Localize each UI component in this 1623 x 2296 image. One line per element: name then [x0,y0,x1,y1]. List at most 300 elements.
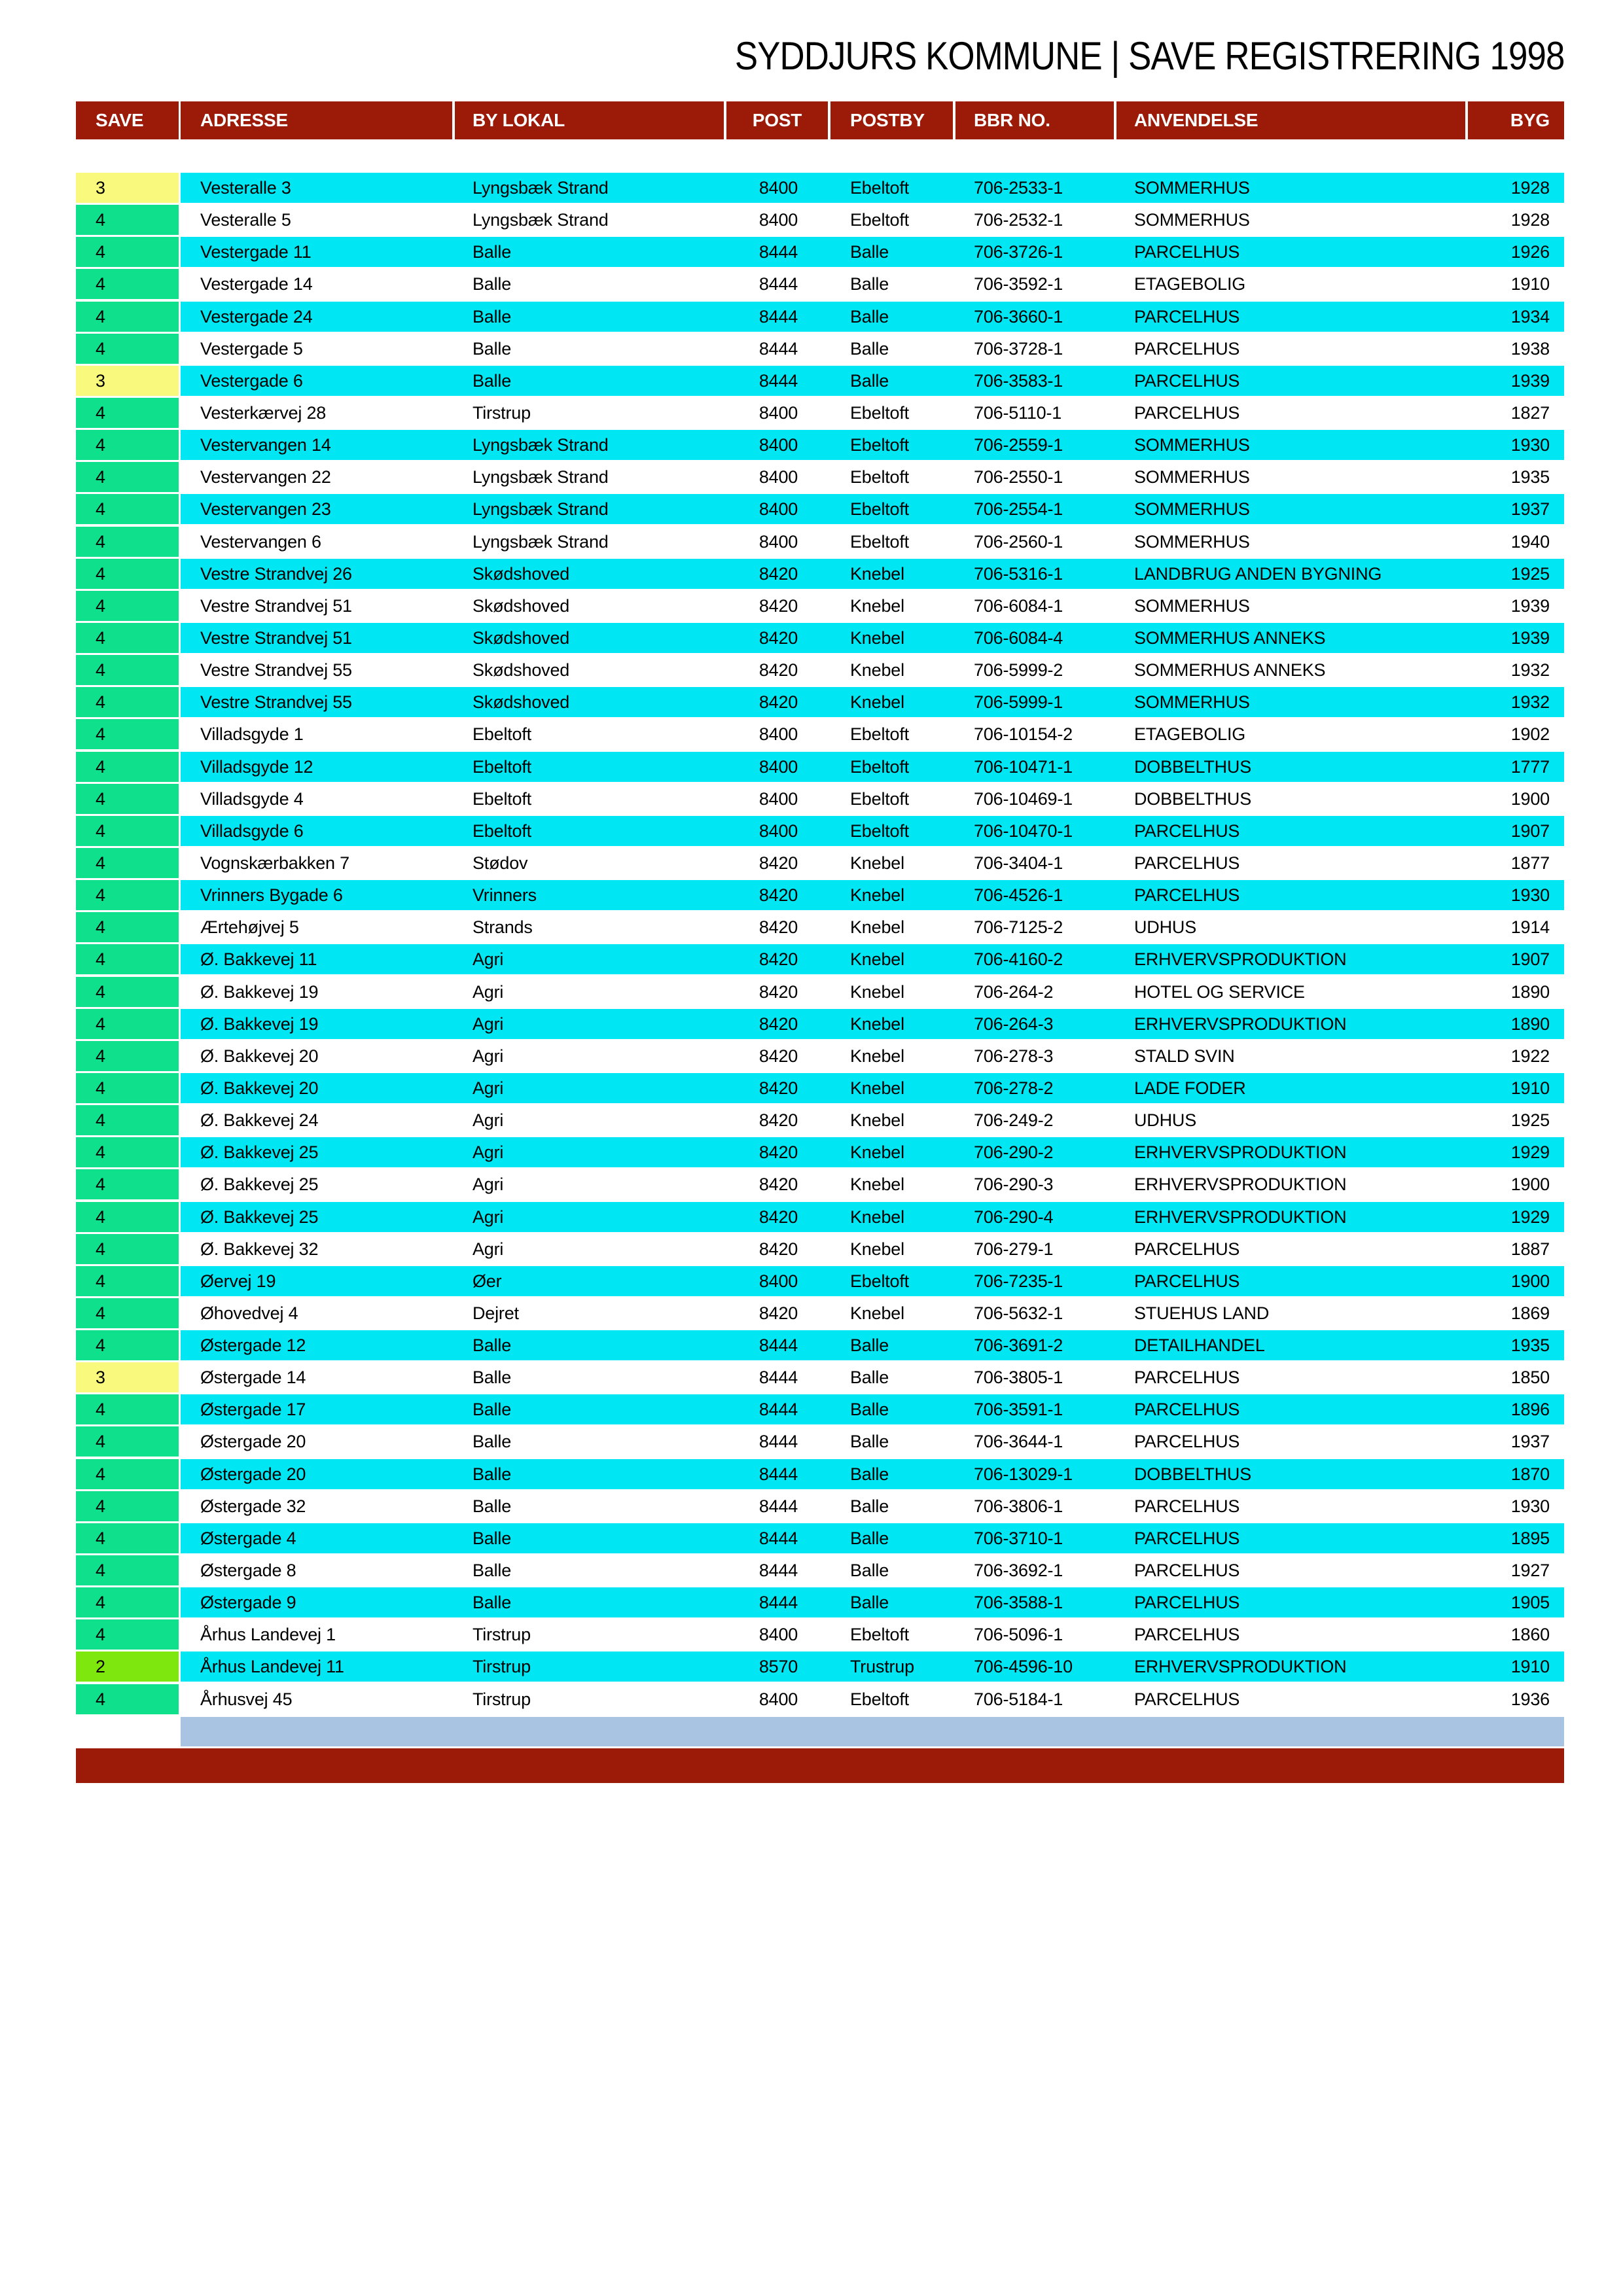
cell-bbr-no: 706-3691-2 [974,1335,1063,1356]
cell-byg: 1930 [1510,885,1550,906]
cell-by-lokal: Tirstrup [473,1689,531,1709]
cell-by-lokal: Skødshoved [473,563,570,584]
cell-by-lokal: Agri [473,1207,504,1227]
cell-by-lokal: Skødshoved [473,692,570,713]
cell-by-lokal: Ebeltoft [473,724,531,745]
cell-post: 8420 [758,1014,798,1034]
header-body-gap [76,139,1564,173]
cell-adresse: Østergade 4 [200,1528,296,1548]
cell-anvendelse: ERHVERVSPRODUKTION [1134,1207,1347,1227]
cell-postby: Knebel [850,1207,904,1227]
cell-postby: Knebel [850,627,904,648]
cell-post: 8420 [758,949,798,970]
cell-anvendelse: PARCELHUS [1134,1496,1240,1516]
cell-bbr-no: 706-3806-1 [974,1496,1063,1516]
cell-post: 8420 [758,1239,798,1259]
cell-postby: Balle [850,1335,889,1356]
cell-save: 4 [76,880,179,910]
cell-by-lokal: Balle [473,1464,512,1484]
table-row [76,1009,1564,1039]
header-post: POST [726,101,830,139]
cell-adresse: Øhovedvej 4 [200,1303,298,1323]
cell-bbr-no: 706-6084-1 [974,595,1063,616]
cell-anvendelse: DOBBELTHUS [1134,1464,1252,1484]
cell-save: 4 [76,1266,179,1296]
cell-postby: Balle [850,1432,889,1452]
page-title: SYDDJURS KOMMUNE | SAVE REGISTRERING 1998 [734,34,1564,78]
cell-save: 4 [76,1330,179,1360]
cell-anvendelse: SOMMERHUS [1134,467,1250,487]
cell-by-lokal: Strands [473,917,533,938]
cell-adresse: Ærtehøjvej 5 [200,917,299,938]
cell-save: 2 [76,1651,179,1682]
cell-post: 8400 [758,178,798,198]
table-row [76,1105,1564,1135]
cell-postby: Ebeltoft [850,531,909,552]
cell-by-lokal: Lyngsbæk Strand [473,531,609,552]
cell-by-lokal: Balle [473,1593,512,1613]
cell-adresse: Vestervangen 23 [200,499,331,520]
table-row [76,269,1564,299]
cell-bbr-no: 706-290-3 [974,1174,1054,1195]
table-row [76,1137,1564,1167]
cell-postby: Knebel [850,1239,904,1259]
cell-postby: Knebel [850,1078,904,1098]
cell-post: 8400 [758,499,798,520]
cell-byg: 1932 [1510,692,1550,713]
cell-save: 4 [76,1459,179,1489]
table-row [76,752,1564,782]
cell-anvendelse: LANDBRUG ANDEN BYGNING [1134,563,1382,584]
table-header [76,101,1564,139]
cell-by-lokal: Balle [473,274,512,294]
cell-byg: 1935 [1510,1335,1550,1356]
cell-bbr-no: 706-10470-1 [974,821,1073,841]
cell-bbr-no: 706-3692-1 [974,1561,1063,1581]
cell-save: 4 [76,977,179,1007]
cell-postby: Ebeltoft [850,788,909,809]
table-row [76,1073,1564,1103]
cell-post: 8420 [758,1110,798,1131]
cell-adresse: Vestervangen 6 [200,531,321,552]
cell-by-lokal: Tirstrup [473,1657,531,1677]
cell-post: 8420 [758,692,798,713]
cell-by-lokal: Skødshoved [473,660,570,680]
cell-anvendelse: HOTEL OG SERVICE [1134,981,1305,1002]
table-row [76,334,1564,364]
table-row [76,1362,1564,1392]
table-row [76,1234,1564,1264]
cell-anvendelse: PARCELHUS [1134,1432,1240,1452]
cell-bbr-no: 706-3591-1 [974,1400,1063,1420]
cell-postby: Balle [850,306,889,327]
cell-by-lokal: Agri [473,1046,504,1066]
cell-byg: 1900 [1510,1271,1550,1291]
cell-post: 8400 [758,1271,798,1291]
cell-anvendelse: UDHUS [1134,1110,1197,1131]
cell-post: 8400 [758,724,798,745]
cell-post: 8444 [758,1593,798,1613]
cell-save: 4 [76,237,179,267]
header-bbr-no: BBR NO. [955,101,1116,139]
cell-post: 8444 [758,274,798,294]
cell-anvendelse: SOMMERHUS [1134,499,1250,520]
cell-byg: 1907 [1510,821,1550,841]
cell-save: 4 [76,494,179,524]
table-row [76,1266,1564,1296]
cell-bbr-no: 706-10154-2 [974,724,1073,745]
cell-postby: Ebeltoft [850,402,909,423]
cell-bbr-no: 706-5632-1 [974,1303,1063,1323]
cell-postby: Ebeltoft [850,724,909,745]
cell-post: 8400 [758,467,798,487]
cell-bbr-no: 706-290-4 [974,1207,1054,1227]
cell-postby: Balle [850,1561,889,1581]
cell-adresse: Østergade 14 [200,1368,306,1388]
cell-by-lokal: Stødov [473,853,528,873]
cell-byg: 1928 [1510,178,1550,198]
cell-adresse: Ø. Bakkevej 25 [200,1207,319,1227]
cell-save: 4 [76,1587,179,1617]
cell-post: 8420 [758,1174,798,1195]
cell-adresse: Vrinners Bygade 6 [200,885,343,906]
cell-anvendelse: PARCELHUS [1134,885,1240,906]
cell-postby: Ebeltoft [850,435,909,455]
cell-postby: Balle [850,1368,889,1388]
cell-post: 8420 [758,1078,798,1098]
cell-save: 4 [76,1555,179,1585]
cell-adresse: Østergade 32 [200,1496,306,1516]
cell-adresse: Villadsgyde 4 [200,788,304,809]
cell-anvendelse: SOMMERHUS [1134,595,1250,616]
table-row [76,1555,1564,1585]
cell-postby: Ebeltoft [850,499,909,520]
cell-adresse: Vestre Strandvej 51 [200,627,352,648]
table-row [76,1041,1564,1071]
cell-postby: Knebel [850,1046,904,1066]
cell-byg: 1910 [1510,1657,1550,1677]
table-row [76,816,1564,846]
cell-byg: 1925 [1510,563,1550,584]
cell-anvendelse: ERHVERVSPRODUKTION [1134,1142,1347,1163]
cell-save: 4 [76,269,179,299]
cell-post: 8400 [758,756,798,777]
table-row [76,430,1564,460]
cell-save: 4 [76,687,179,717]
cell-save: 4 [76,1491,179,1521]
header-byg: BYG [1468,101,1564,139]
cell-post: 8420 [758,853,798,873]
cell-save: 4 [76,752,179,782]
cell-post: 8420 [758,1303,798,1323]
cell-postby: Knebel [850,1014,904,1034]
cell-save: 4 [76,784,179,814]
table-row [76,1330,1564,1360]
cell-post: 8420 [758,981,798,1002]
cell-postby: Knebel [850,1110,904,1131]
cell-post: 8420 [758,1142,798,1163]
cell-by-lokal: Agri [473,1014,504,1034]
cell-by-lokal: Balle [473,1496,512,1516]
cell-post: 8420 [758,917,798,938]
cell-post: 8444 [758,1400,798,1420]
cell-post: 8444 [758,370,798,391]
cell-byg: 1907 [1510,949,1550,970]
cell-bbr-no: 706-13029-1 [974,1464,1073,1484]
table-row [76,1684,1564,1714]
cell-byg: 1936 [1510,1689,1550,1709]
table-body [76,173,1564,1714]
cell-bbr-no: 706-10469-1 [974,788,1073,809]
cell-postby: Balle [850,1593,889,1613]
cell-post: 8420 [758,885,798,906]
cell-save: 4 [76,1394,179,1424]
table-row [76,237,1564,267]
cell-save: 4 [76,1105,179,1135]
cell-bbr-no: 706-4526-1 [974,885,1063,906]
cell-adresse: Vestergade 24 [200,306,313,327]
cell-post: 8420 [758,627,798,648]
cell-post: 8420 [758,595,798,616]
cell-post: 8444 [758,306,798,327]
cell-adresse: Ø. Bakkevej 19 [200,1014,319,1034]
cell-postby: Balle [850,1496,889,1516]
cell-bbr-no: 706-3404-1 [974,853,1063,873]
cell-postby: Balle [850,338,889,359]
cell-adresse: Vestergade 6 [200,370,303,391]
cell-save: 4 [76,1073,179,1103]
cell-adresse: Villadsgyde 1 [200,724,304,745]
cell-anvendelse: SOMMERHUS [1134,692,1250,713]
cell-postby: Knebel [850,595,904,616]
cell-save: 4 [76,1009,179,1039]
cell-by-lokal: Agri [473,1142,504,1163]
cell-post: 8420 [758,563,798,584]
cell-postby: Balle [850,1400,889,1420]
cell-by-lokal: Agri [473,1078,504,1098]
cell-byg: 1939 [1510,370,1550,391]
cell-postby: Balle [850,274,889,294]
cell-byg: 1860 [1510,1625,1550,1645]
cell-by-lokal: Tirstrup [473,1625,531,1645]
cell-adresse: Østergade 8 [200,1561,296,1581]
cell-save: 4 [76,1169,179,1199]
cell-anvendelse: ETAGEBOLIG [1134,724,1246,745]
cell-anvendelse: SOMMERHUS [1134,210,1250,230]
table-row [76,1523,1564,1553]
table-row [76,173,1564,203]
cell-postby: Knebel [850,853,904,873]
cell-postby: Ebeltoft [850,821,909,841]
cell-postby: Balle [850,1528,889,1548]
cell-bbr-no: 706-7125-2 [974,917,1063,938]
cell-post: 8444 [758,1561,798,1581]
cell-save: 4 [76,1684,179,1714]
cell-byg: 1890 [1510,981,1550,1002]
cell-byg: 1938 [1510,338,1550,359]
cell-anvendelse: SOMMERHUS ANNEKS [1134,627,1326,648]
cell-adresse: Østergade 9 [200,1593,296,1613]
cell-bbr-no: 706-278-2 [974,1078,1054,1098]
cell-adresse: Villadsgyde 12 [200,756,313,777]
cell-post: 8400 [758,1689,798,1709]
cell-byg: 1887 [1510,1239,1550,1259]
cell-adresse: Vestervangen 22 [200,467,331,487]
cell-by-lokal: Dejret [473,1303,519,1323]
table-row [76,880,1564,910]
cell-anvendelse: PARCELHUS [1134,402,1240,423]
cell-by-lokal: Lyngsbæk Strand [473,435,609,455]
cell-byg: 1929 [1510,1142,1550,1163]
cell-byg: 1939 [1510,627,1550,648]
cell-save: 4 [76,205,179,235]
cell-adresse: Vesterkærvej 28 [200,402,327,423]
cell-adresse: Ø. Bakkevej 24 [200,1110,319,1131]
cell-by-lokal: Agri [473,1110,504,1131]
table-row [76,398,1564,428]
cell-post: 8444 [758,1464,798,1484]
cell-bbr-no: 706-7235-1 [974,1271,1063,1291]
cell-post: 8420 [758,660,798,680]
cell-save: 4 [76,1426,179,1457]
cell-postby: Knebel [850,1142,904,1163]
cell-byg: 1935 [1510,467,1550,487]
cell-post: 8444 [758,1528,798,1548]
cell-bbr-no: 706-5999-2 [974,660,1063,680]
cell-by-lokal: Balle [473,1368,512,1388]
cell-adresse: Ø. Bakkevej 11 [200,949,317,970]
table-row [76,1394,1564,1424]
cell-adresse: Vesteralle 5 [200,210,291,230]
cell-bbr-no: 706-2559-1 [974,435,1063,455]
table-row [76,848,1564,878]
cell-by-lokal: Ebeltoft [473,756,531,777]
cell-byg: 1927 [1510,1561,1550,1581]
table-row [76,1459,1564,1489]
cell-post: 8400 [758,788,798,809]
cell-adresse: Vestre Strandvej 26 [200,563,352,584]
cell-byg: 1928 [1510,210,1550,230]
cell-by-lokal: Lyngsbæk Strand [473,499,609,520]
cell-post: 8400 [758,402,798,423]
cell-byg: 1850 [1510,1368,1550,1388]
cell-save: 4 [76,334,179,364]
cell-save: 4 [76,559,179,589]
cell-postby: Knebel [850,885,904,906]
cell-by-lokal: Balle [473,1432,512,1452]
cell-postby: Ebeltoft [850,1271,909,1291]
cell-postby: Balle [850,242,889,262]
cell-post: 8444 [758,1496,798,1516]
cell-postby: Ebeltoft [850,467,909,487]
cell-anvendelse: PARCELHUS [1134,1368,1240,1388]
cell-byg: 1930 [1510,435,1550,455]
table-row [76,1651,1564,1682]
cell-save: 4 [76,912,179,942]
cell-byg: 1937 [1510,1432,1550,1452]
table-row [76,623,1564,653]
cell-by-lokal: Vrinners [473,885,537,906]
cell-by-lokal: Ebeltoft [473,788,531,809]
cell-byg: 1910 [1510,1078,1550,1098]
table-row [76,591,1564,621]
cell-anvendelse: PARCELHUS [1134,338,1240,359]
cell-post: 8444 [758,1432,798,1452]
cell-postby: Knebel [850,660,904,680]
cell-byg: 1914 [1510,917,1550,938]
cell-anvendelse: PARCELHUS [1134,370,1240,391]
cell-bbr-no: 706-2532-1 [974,210,1063,230]
cell-anvendelse: PARCELHUS [1134,242,1240,262]
cell-byg: 1890 [1510,1014,1550,1034]
cell-by-lokal: Balle [473,338,512,359]
cell-save: 4 [76,1619,179,1650]
cell-postby: Balle [850,370,889,391]
cell-anvendelse: PARCELHUS [1134,1561,1240,1581]
cell-post: 8420 [758,1207,798,1227]
table-row [76,687,1564,717]
cell-bbr-no: 706-3583-1 [974,370,1063,391]
cell-anvendelse: PARCELHUS [1134,1239,1240,1259]
cell-adresse: Vestergade 5 [200,338,303,359]
cell-adresse: Vestre Strandvej 55 [200,660,352,680]
cell-anvendelse: PARCELHUS [1134,1689,1240,1709]
cell-adresse: Ø. Bakkevej 25 [200,1142,319,1163]
table-row [76,205,1564,235]
cell-adresse: Ø. Bakkevej 19 [200,981,319,1002]
cell-save: 4 [76,719,179,749]
cell-anvendelse: SOMMERHUS [1134,178,1250,198]
cell-save: 4 [76,527,179,557]
cell-postby: Ebeltoft [850,756,909,777]
cell-save: 4 [76,816,179,846]
cell-bbr-no: 706-3805-1 [974,1368,1063,1388]
table-row [76,719,1564,749]
cell-bbr-no: 706-3726-1 [974,242,1063,262]
cell-bbr-no: 706-10471-1 [974,756,1073,777]
header-anvendelse: ANVENDELSE [1116,101,1468,139]
cell-save: 4 [76,591,179,621]
cell-adresse: Århus Landevej 11 [200,1657,344,1677]
cell-postby: Knebel [850,917,904,938]
cell-save: 4 [76,302,179,332]
cell-by-lokal: Balle [473,1400,512,1420]
cell-bbr-no: 706-5096-1 [974,1625,1063,1645]
cell-bbr-no: 706-5316-1 [974,563,1063,584]
table-row [76,1587,1564,1617]
cell-anvendelse: STALD SVIN [1134,1046,1235,1066]
cell-post: 8420 [758,1046,798,1066]
table-row [76,302,1564,332]
table-row [76,1491,1564,1521]
cell-byg: 1926 [1510,242,1550,262]
cell-by-lokal: Agri [473,1239,504,1259]
cell-anvendelse: SOMMERHUS [1134,435,1250,455]
cell-save: 3 [76,173,179,203]
cell-byg: 1877 [1510,853,1550,873]
header-save: SAVE [76,101,179,139]
cell-adresse: Vognskærbakken 7 [200,853,349,873]
table-row [76,977,1564,1007]
table-row [76,1169,1564,1199]
cell-anvendelse: PARCELHUS [1134,821,1240,841]
cell-anvendelse: SOMMERHUS [1134,531,1250,552]
cell-save: 4 [76,1523,179,1553]
cell-byg: 1929 [1510,1207,1550,1227]
cell-anvendelse: ERHVERVSPRODUKTION [1134,1014,1347,1034]
cell-by-lokal: Lyngsbæk Strand [473,467,609,487]
cell-anvendelse: SOMMERHUS ANNEKS [1134,660,1326,680]
